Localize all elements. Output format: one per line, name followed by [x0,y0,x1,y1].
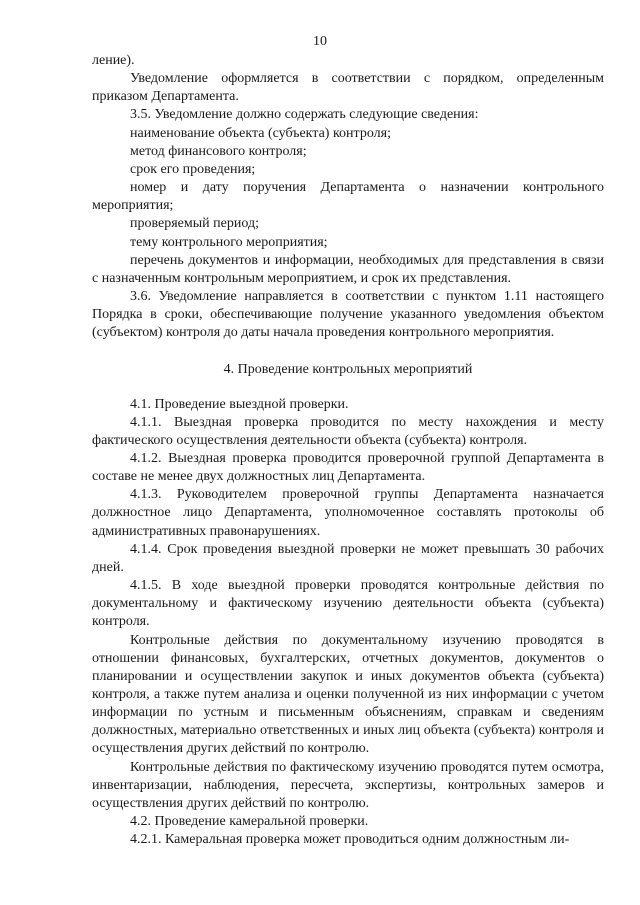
paragraph: 4.2.1. Камеральная проверка может проводиться одним должностным ли- [130,832,570,848]
paragraph: Контрольные действия по документальному изучению проводятся в отношении финансовых, бухгалтерских, отчетных документов, документов о планировании и осуществлении закупок и иных документов объекта (субъекта) контроля, а также путем анализа и оценки полученной из них информации с учетом информации по устным и письменным объяснениям, справкам и сведениям должностных, материально ответственных и иных лиц объекта (субъекта) контроля и осуществления других действий по контролю. [92,632,604,757]
paragraph: Уведомление оформляется в соответствии с порядком, определенным приказом Департамента. [92,71,604,105]
paragraph: 3.6. Уведомление направляется в соответствии с пунктом 1.11 настоящего Порядка в сроки, обеспечивающие получение указанного уведомления объектом (субъектом) контроля до даты начала проведения контрольного мероприятия. [92,289,604,341]
paragraph: 4.1.2. Выездная проверка проводится проверочной группой Департамента в составе не менее двух должностных лиц Департамента. [92,450,604,485]
section-heading: 4. Проведение контрольных мероприятий [223,361,473,377]
body-text [92,52,604,849]
paragraph: 4.1.3. Руководителем проверочной группы Департамента назначается должностное лицо Департамента, уполномоченное составлять протоколы об административных правонарушениях. [92,487,604,539]
paragraph: проверяемый период; [130,216,259,232]
paragraphs-after-section [92,396,604,850]
paragraph: метод финансового контроля; [130,143,307,159]
paragraph: 4.1.1. Выездная проверка проводится по месту нахождения и месту фактического осуществления деятельности объекта (субъекта) контроля. [92,414,604,448]
paragraph: наименование объекта (субъекта) контроля; [130,125,391,141]
paragraph: срок его проведения; [130,161,256,177]
paragraph: тему контрольного мероприятия; [130,234,328,250]
paragraph: 4.1.5. В ходе выездной проверки проводятся контрольные действия по документальному и фактическому изучению деятельности объекта (субъекта) контроля. [92,578,604,630]
paragraph: 3.5. Уведомление должно содержать следующие сведения: [130,107,479,123]
paragraph: 4.1.4. Срок проведения выездной проверки не может превышать 30 рабочих дней. [92,541,604,575]
page-number: 10 [313,34,327,49]
paragraph: Контрольные действия по фактическому изучению проводятся путем осмотра, инвентаризации, наблюдения, пересчета, экспертизы, контрольных замеров и осуществления других действий по контролю. [92,759,604,811]
paragraphs-before-section [92,52,604,343]
paragraph: ление). [92,53,135,68]
paragraph: номер и дату поручения Департамента о назначении контрольного мероприятия; [92,180,604,214]
paragraph: перечень документов и информации, необходимых для представления в связи с назначенным контрольным мероприятием, и срок их представления. [92,252,604,286]
paragraph: 4.1. Проведение выездной проверки. [130,396,349,412]
paragraph: 4.2. Проведение камеральной проверки. [130,814,369,830]
